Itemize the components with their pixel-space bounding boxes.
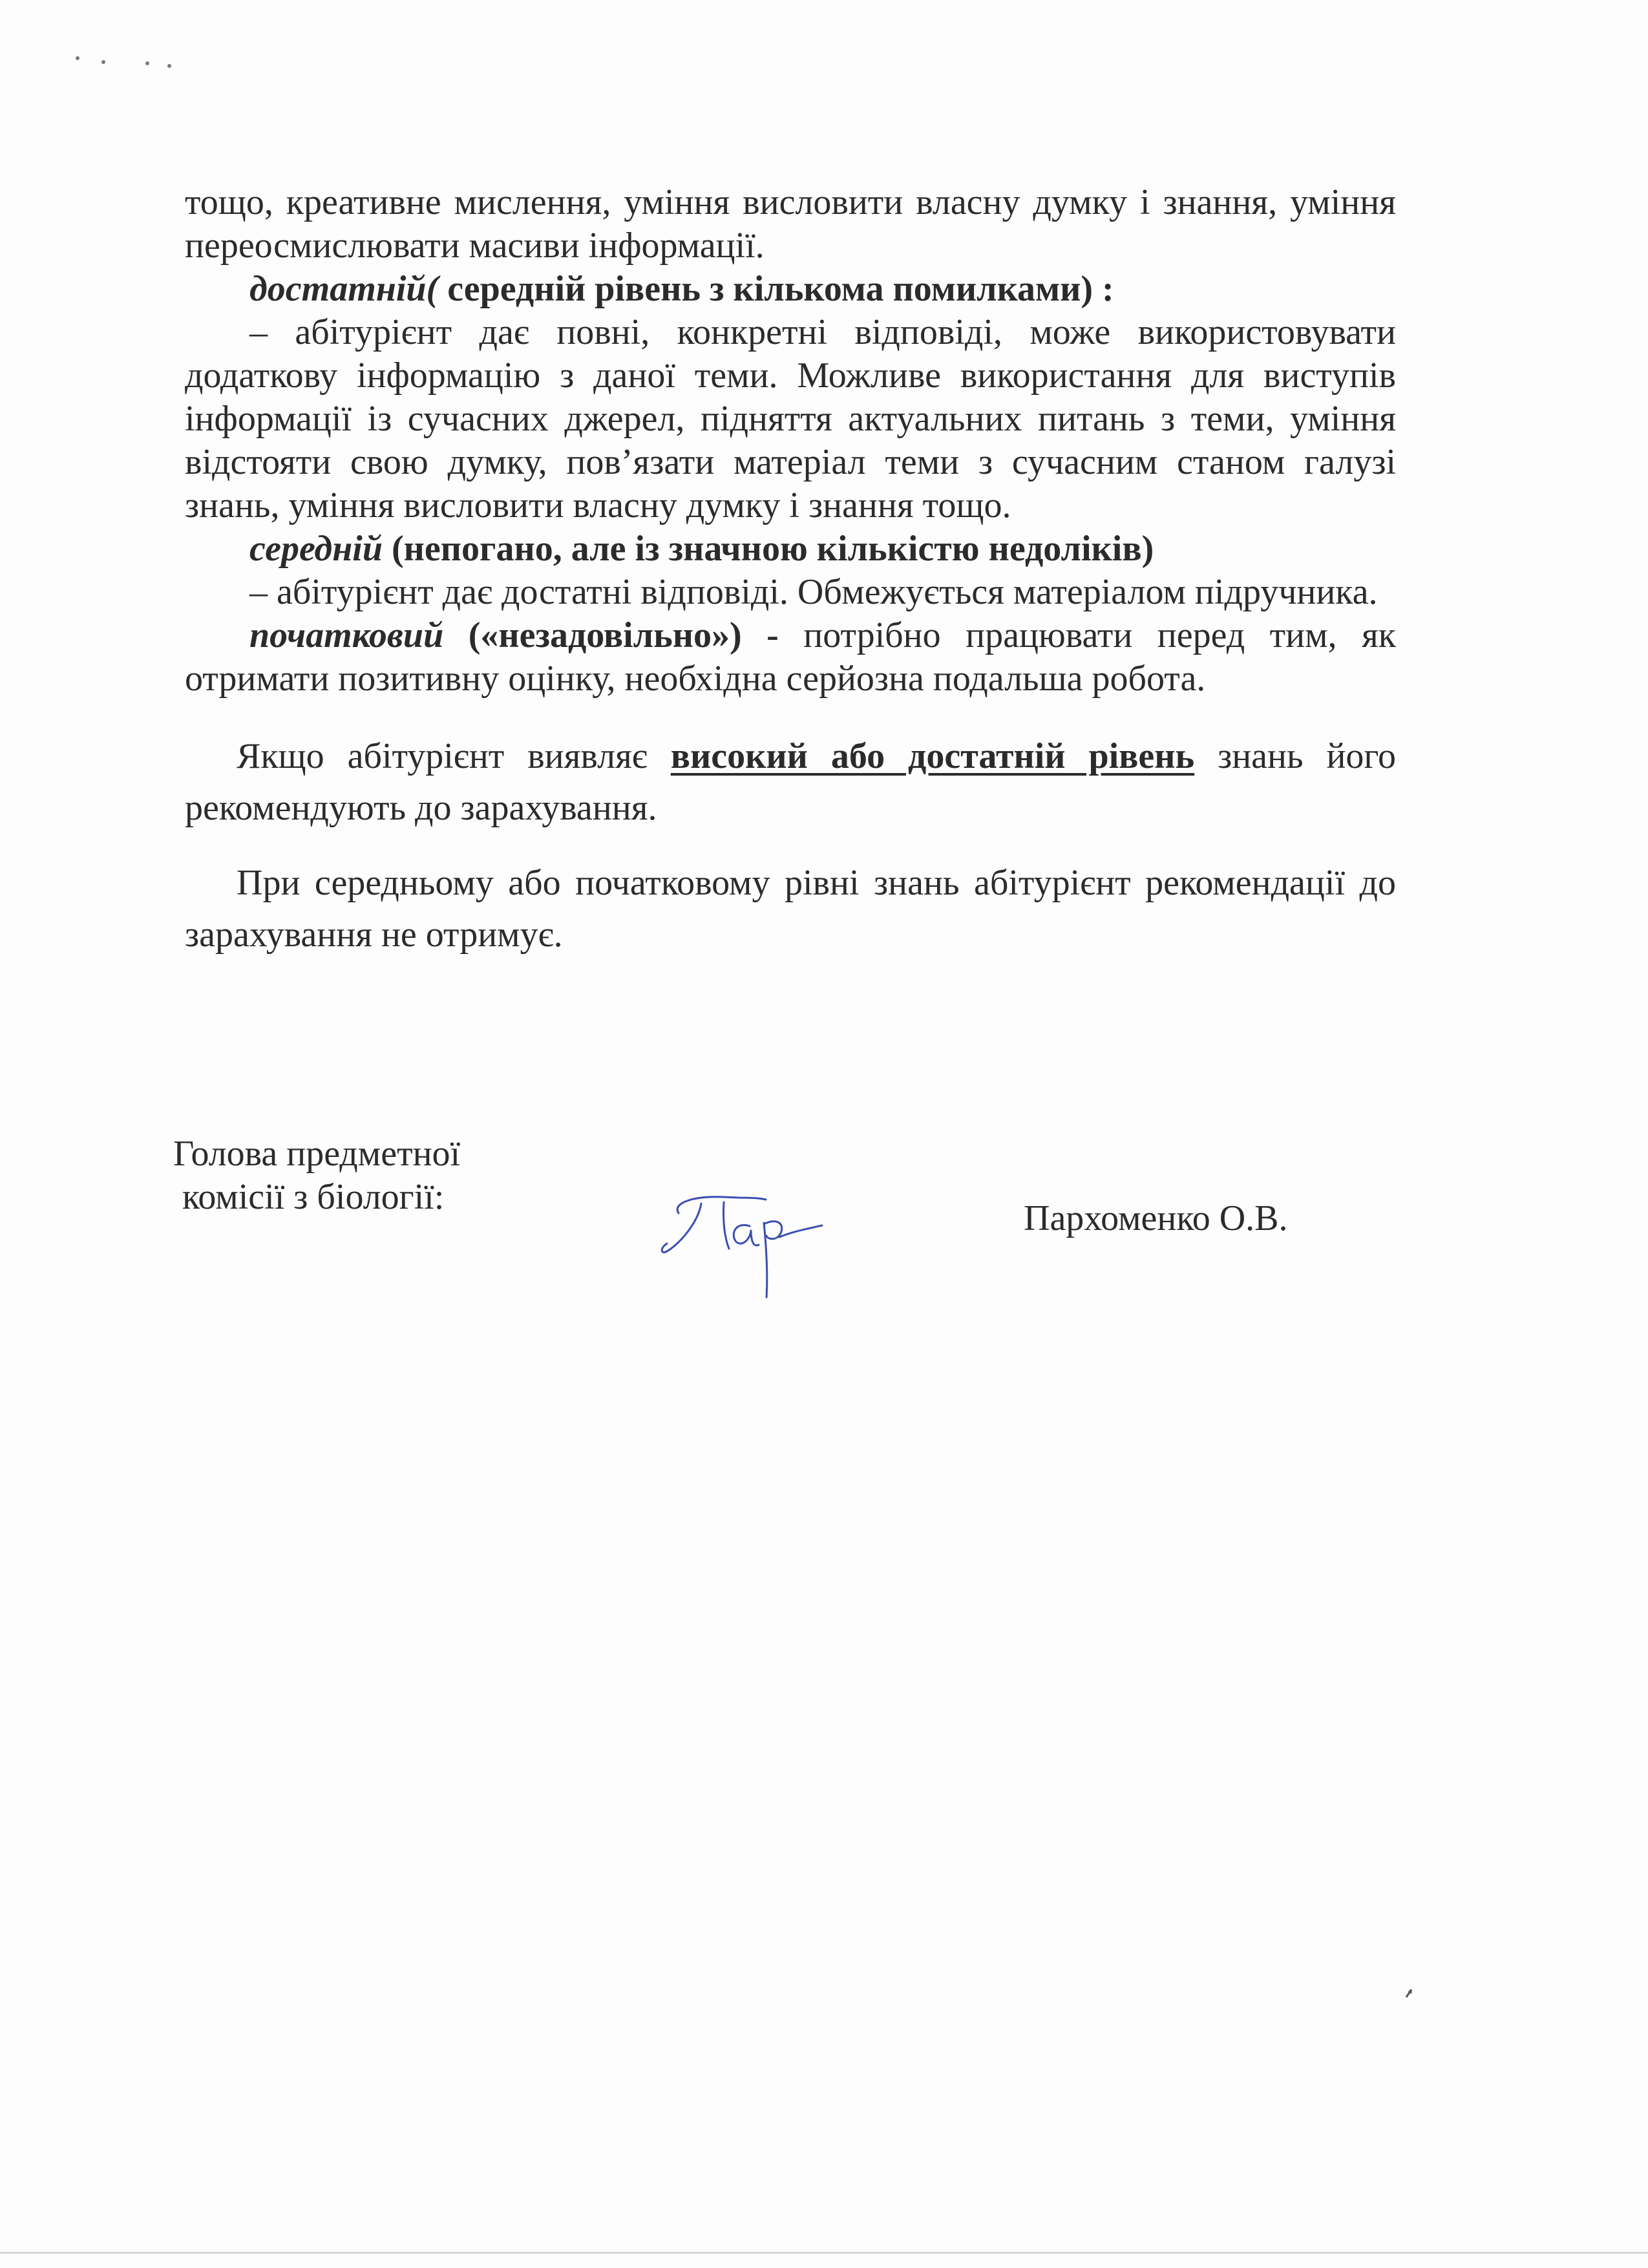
recommendation-highlight: високий або достатній рівень (670, 736, 1195, 776)
recommendation-paragraph (185, 730, 1396, 834)
level-average-term: середній (249, 529, 383, 569)
handwritten-signature (653, 1178, 847, 1307)
level-average-text: – абітурієнт дає достатні відповіді. Обмежується матеріалом підручника. (249, 572, 1378, 612)
signatory-name: Пархоменко О.В. (1024, 1198, 1288, 1238)
recommendation-before: Якщо абітурієнт виявляє (237, 736, 671, 776)
signatory-title (173, 1132, 460, 1219)
level-sufficient-term: достатній( (249, 269, 439, 309)
level-initial-term: початковий (249, 615, 444, 655)
document-body (185, 181, 1396, 960)
paragraph-continuation: тощо, креативне мислення, уміння висловити власну думку і знання, уміння переосмислювати масиви інформації. (185, 182, 1396, 266)
no-recommendation-paragraph: При середньому або початковому рівні знань абітурієнт рекомендації до зарахування не отримує. (185, 863, 1396, 955)
signatory-title-line2: комісії з біології: (182, 1177, 445, 1217)
level-initial-desc: («незадовільно») - (443, 615, 779, 655)
level-sufficient-heading (185, 268, 1396, 311)
recommendation-after: знань його рекомендують до зарахування. (185, 736, 1397, 828)
level-initial-paragraph (185, 614, 1396, 701)
signatory-title-line1: Голова предметної (173, 1134, 461, 1174)
level-initial-text: потрібно працювати перед тим, як отримати позитивну оцінку, необхідна серйозна подальша робота. (185, 615, 1396, 699)
scan-bottom-edge (0, 2252, 1648, 2254)
level-sufficient-desc: середній рівень з кількома помилками) : (438, 269, 1114, 309)
level-sufficient-text: – абітурієнт дає повні, конкретні відповіді, може використовувати додаткову інформацію з даної теми. Можливе використання для виступів інформації із сучасних джерел, підняття актуальних питань з теми, уміння відстояти свою думку, пов’язати матеріал теми з сучасним станом галузі знань, уміння висловити власну думку і знання тощо. (185, 312, 1396, 525)
level-average-heading (185, 527, 1396, 571)
level-average-desc: (непогано, але із значною кількістю недоліків) (383, 529, 1154, 569)
